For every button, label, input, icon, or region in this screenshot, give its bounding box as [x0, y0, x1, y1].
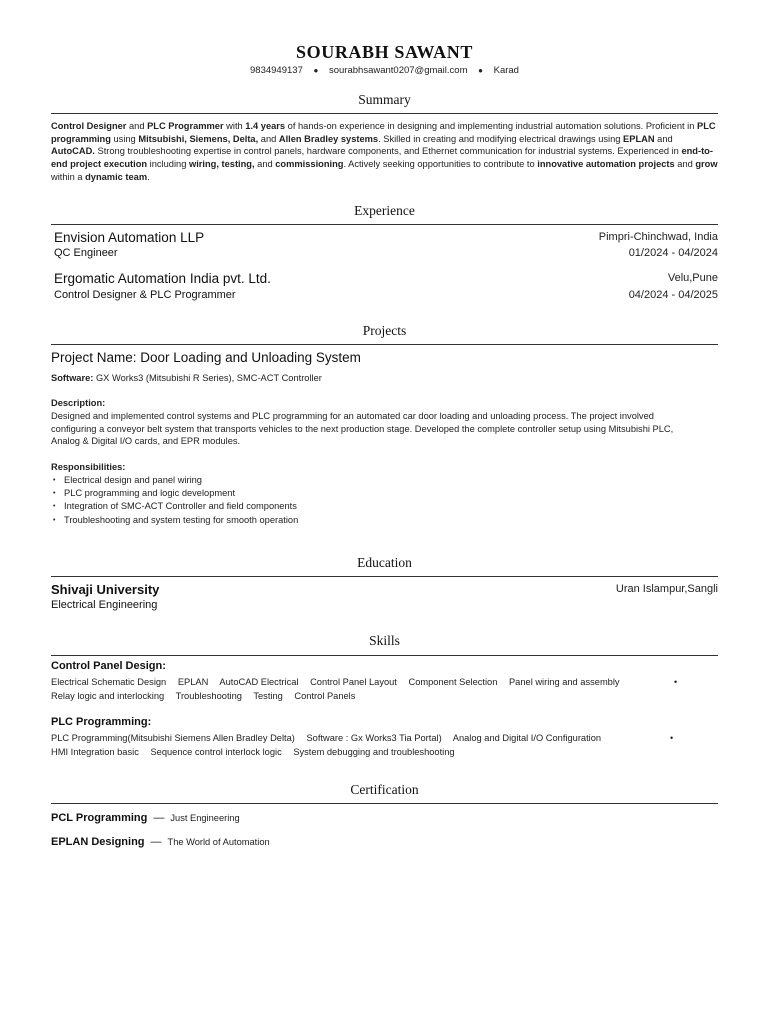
- skill-line: [51, 677, 629, 687]
- skill-item: Software : Gx Works3 Tia Portal): [306, 733, 442, 743]
- degree-name: Electrical Engineering: [51, 599, 158, 611]
- project-software: Software: GX Works3 (Mitsubishi R Series), SMC-ACT Controller: [51, 373, 322, 383]
- skill-item: Sequence control interlock logic: [150, 747, 282, 757]
- section-title-skills: Skills: [369, 633, 400, 648]
- list-item: • Electrical design and panel wiring: [51, 474, 298, 487]
- university-location: Uran Islampur,Sangli: [615, 583, 718, 595]
- section-title-projects: Projects: [362, 323, 407, 338]
- home-location: Karad: [493, 65, 519, 76]
- skill-item: HMI Integration basic: [51, 747, 139, 757]
- certification-entry: [51, 832, 270, 850]
- separator-dot: •: [674, 677, 678, 687]
- separator-dot: •: [670, 733, 674, 743]
- skill-group-heading: PLC Programming:: [51, 716, 152, 728]
- section-divider: [51, 224, 718, 225]
- section-title-summary: Summary: [358, 92, 411, 107]
- section-divider: [51, 803, 718, 804]
- project-name: Project Name: Door Loading and Unloading System: [51, 350, 361, 365]
- skill-item: Component Selection: [408, 677, 498, 687]
- phone-number: 9834949137: [250, 65, 303, 76]
- job-location: Pimpri-Chinchwad, India: [598, 231, 718, 243]
- separator-dot: ●: [478, 66, 483, 75]
- skill-line: [51, 747, 464, 757]
- skill-line: [51, 691, 364, 701]
- project-description: Designed and implemented control systems and PLC programming for an automated car door loading and unloading process. The project involved configuring a conveyor belt system that transports vehicles to the next production stage. Developed the complete controller setup using Mitsubishi PLC, Analog & Digital I/O cards, and EPR modules.: [51, 411, 674, 447]
- certification-issuer: Just Engineering: [170, 813, 240, 823]
- list-item: • Troubleshooting and system testing for smooth operation: [51, 514, 298, 527]
- certification-name: PCL Programming: [51, 812, 148, 824]
- job-role: Control Designer & PLC Programmer: [54, 289, 236, 301]
- list-item: • Integration of SMC-ACT Controller and field components: [51, 500, 298, 513]
- skill-item: Troubleshooting: [175, 691, 242, 701]
- project-responsibilities-label: Responsibilities:: [51, 462, 126, 472]
- company-name: Envision Automation LLP: [54, 230, 205, 245]
- skill-item: System debugging and troubleshooting: [293, 747, 455, 757]
- separator-dot: ●: [313, 66, 319, 75]
- skill-item: Electrical Schematic Design: [51, 677, 167, 687]
- list-item: • PLC programming and logic development: [51, 487, 298, 500]
- job-location: Velu,Pune: [667, 272, 718, 284]
- section-divider: [51, 576, 718, 577]
- skill-item: Control Panels: [294, 691, 356, 701]
- section-title-experience: Experience: [354, 203, 415, 218]
- section-divider: [51, 344, 718, 345]
- certification-separator: —: [150, 836, 162, 848]
- job-dates: 01/2024 - 04/2024: [628, 247, 718, 259]
- certification-entry: [51, 808, 240, 826]
- skill-line: [51, 733, 610, 743]
- certification-separator: —: [153, 812, 165, 824]
- skill-group-heading: Control Panel Design:: [51, 660, 166, 672]
- email-address: sourabhsawant0207@gmail.com: [328, 65, 468, 76]
- skill-item: Panel wiring and assembly: [508, 677, 620, 687]
- candidate-name: SOURABH SAWANT: [296, 42, 473, 62]
- university-name: Shivaji University: [51, 582, 160, 597]
- responsibilities-list: [51, 474, 298, 527]
- skill-item: Testing: [253, 691, 283, 701]
- skill-item: AutoCAD Electrical: [219, 677, 299, 687]
- certification-name: EPLAN Designing: [51, 836, 145, 848]
- certification-issuer: The World of Automation: [167, 837, 270, 847]
- skill-item: Analog and Digital I/O Configuration: [452, 733, 602, 743]
- job-role: QC Engineer: [54, 247, 118, 259]
- summary-paragraph: Control Designer and PLC Programmer with 1.4 years of hands-on experience in designing and implementing industrial automation solutions. Proficient in PLC programming using Mitsubishi, Siemens, Delta, and Allen Bradley systems. Skilled in creating and modifying electrical drawings using EPLAN and AutoCAD. Strong troubleshooting expertise in control panels, hardware components, and Ethernet communication for industrial systems. Experienced in end-to-end project execution including wiring, testing, and commissioning. Actively seeking opportunities to contribute to innovative automation projects and grow within a dynamic team.: [51, 121, 718, 182]
- project-description-label: Description:: [51, 398, 106, 408]
- company-name: Ergomatic Automation India pvt. Ltd.: [54, 271, 271, 286]
- section-divider: [51, 655, 718, 656]
- section-title-education: Education: [357, 555, 412, 570]
- job-dates: 04/2024 - 04/2025: [628, 289, 718, 301]
- contact-line: [51, 65, 718, 76]
- skill-item: Control Panel Layout: [310, 677, 397, 687]
- section-title-certification: Certification: [350, 782, 419, 797]
- skill-item: PLC Programming(Mitsubishi Siemens Allen Bradley Delta): [51, 733, 295, 743]
- section-divider: [51, 113, 718, 114]
- skill-item: Relay logic and interlocking: [51, 691, 165, 701]
- skill-item: EPLAN: [177, 677, 209, 687]
